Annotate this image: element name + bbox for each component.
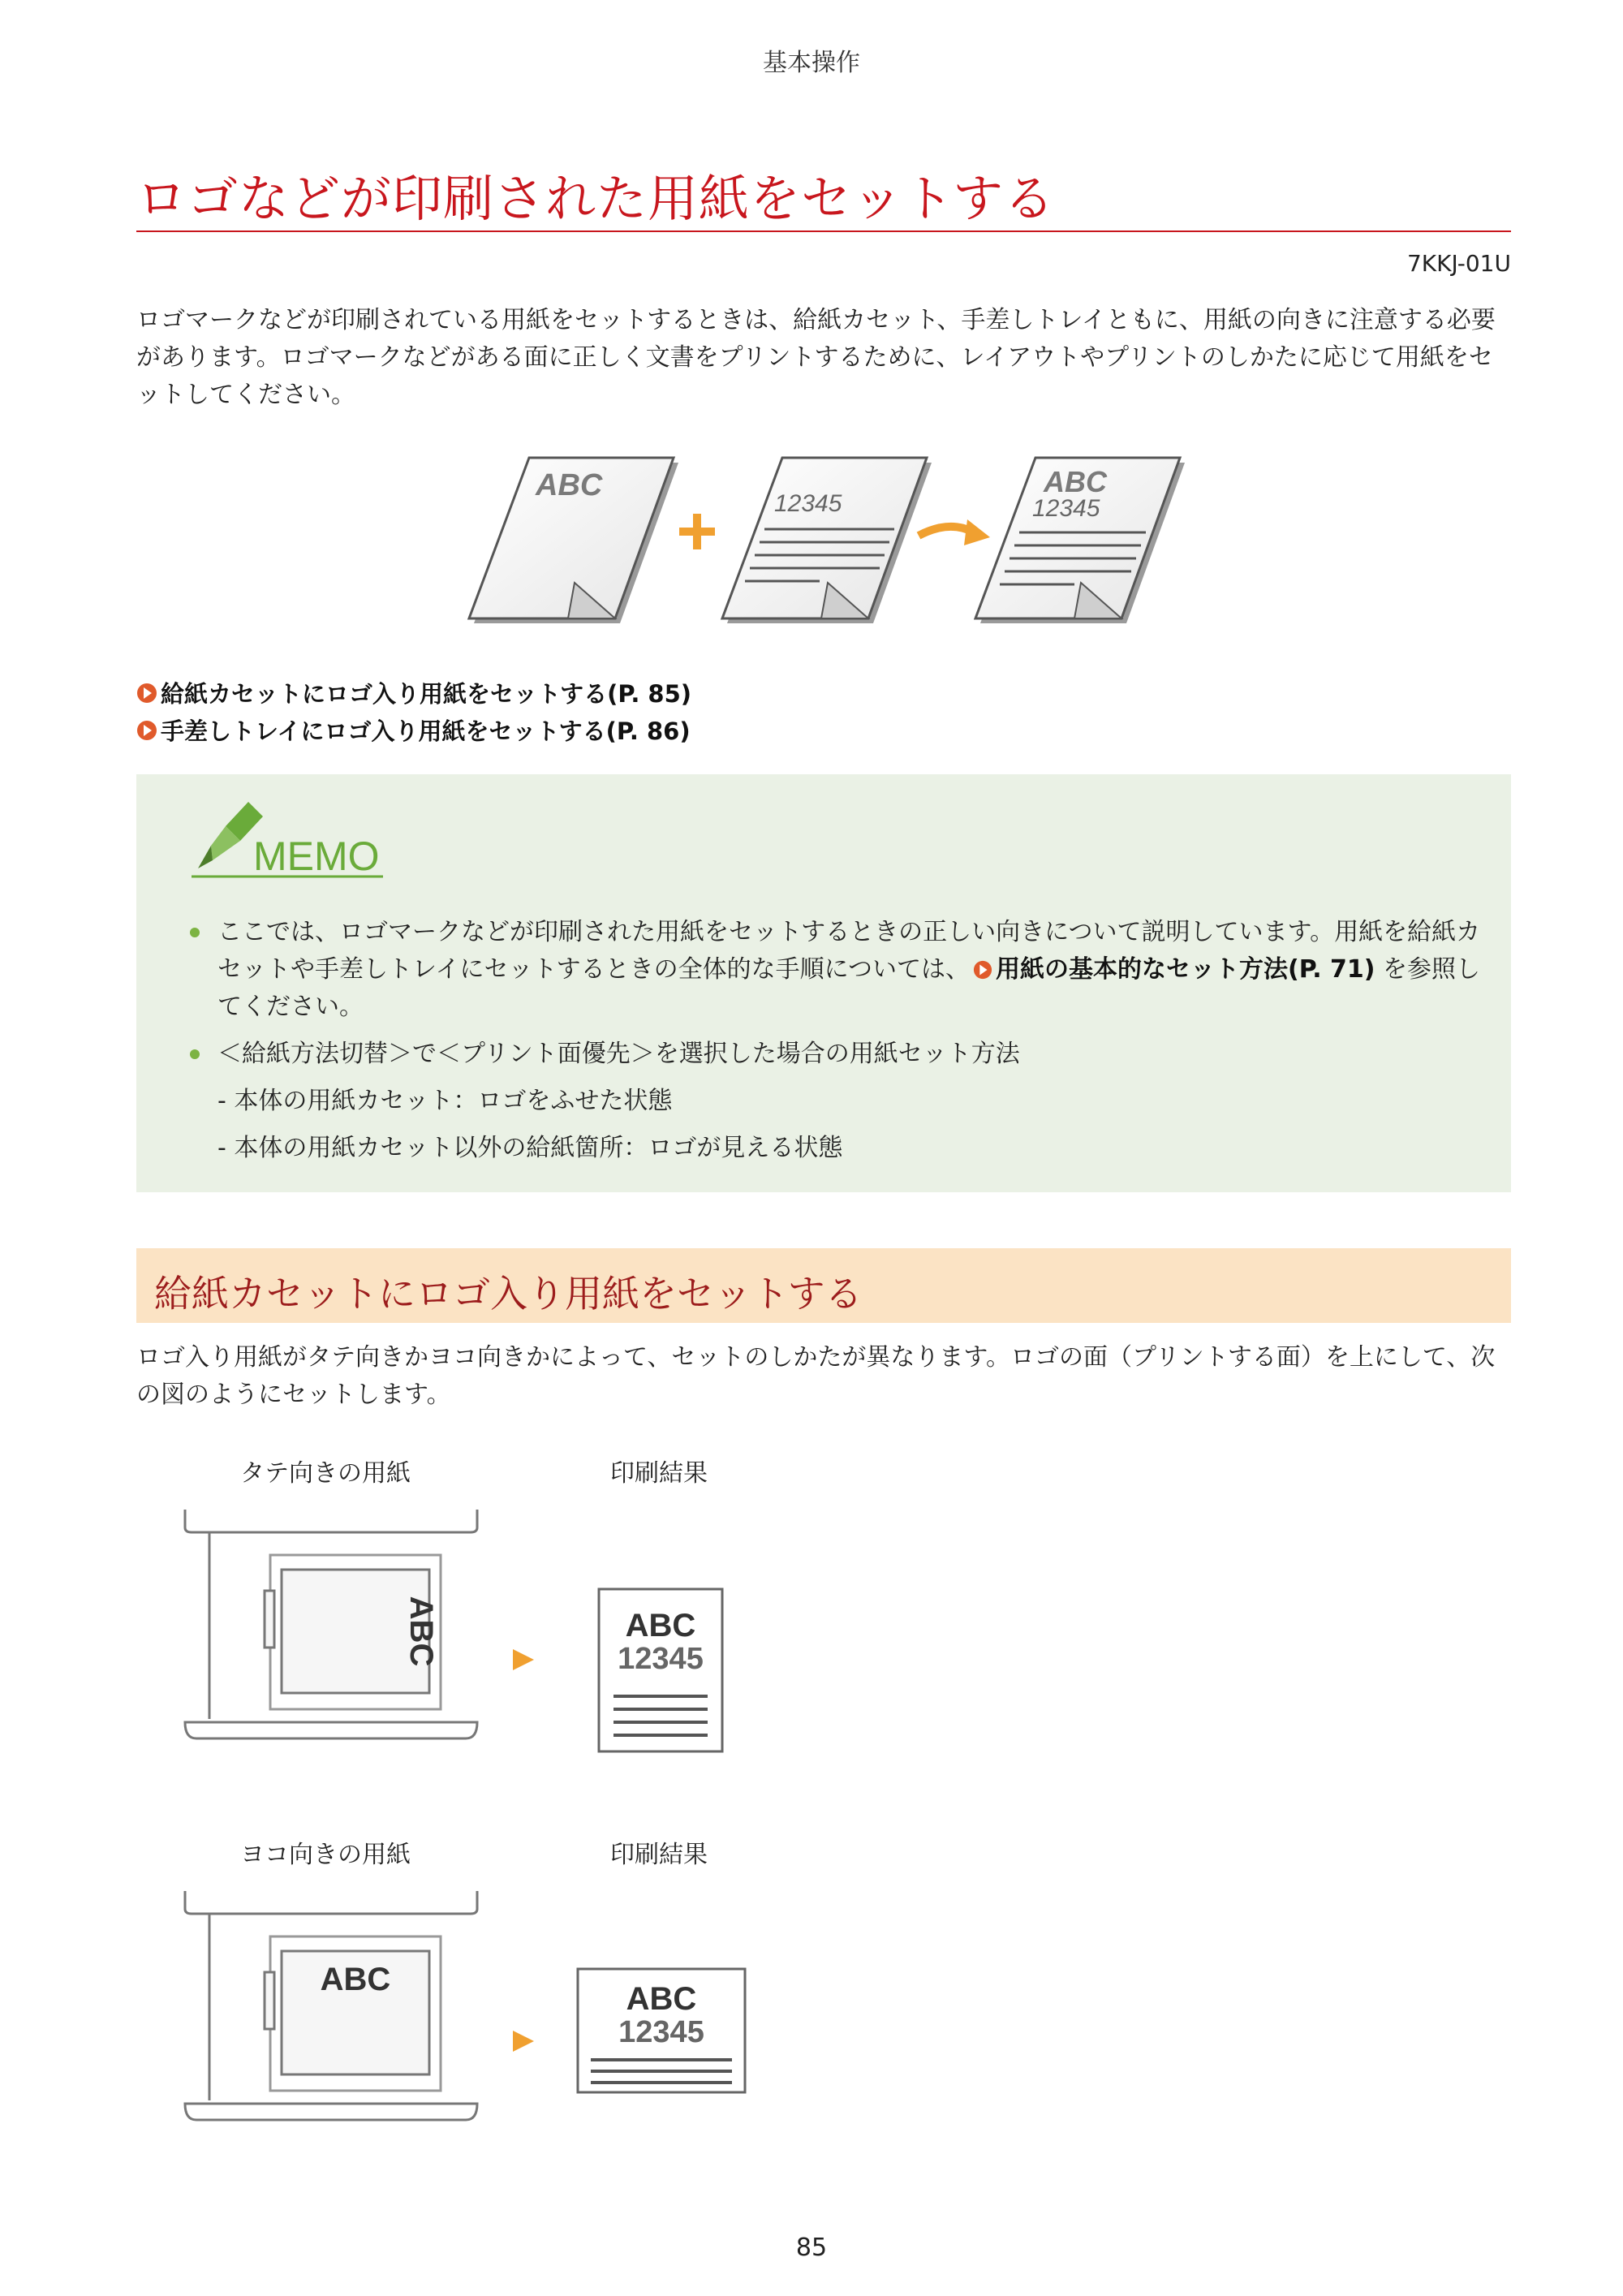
document-code: 7KKJ-01U	[1406, 250, 1511, 277]
tray-logo-text: ABC	[320, 1962, 391, 1997]
link-basic-paper-loading[interactable]	[970, 955, 1375, 984]
result-paper	[975, 458, 1185, 623]
memo-item	[185, 1036, 1500, 1073]
link-arrow-icon	[136, 683, 157, 704]
curved-arrow-icon	[919, 519, 990, 545]
result-number-text: 12345	[618, 1642, 704, 1676]
link-label: 用紙の基本的なセット方法(P. 71)	[996, 955, 1375, 984]
page-number: 85	[795, 2234, 828, 2262]
paper-number-text: 12345	[774, 490, 842, 517]
plus-icon	[679, 514, 715, 549]
memo-logo-text: MEMO	[253, 834, 380, 879]
memo-text: ここでは、ロゴマークなどが印刷された用紙をセットするときの正しい向きについて説明しています。用紙を給紙カセットや手差しトレイにセットするときの全体的な手順については、	[217, 918, 1481, 984]
result-number-text: 12345	[618, 2015, 704, 2049]
memo-subitem: - 本体の用紙カセット：ロゴをふせた状態	[217, 1087, 673, 1115]
link-arrow-icon	[973, 960, 992, 980]
result-landscape-figure	[573, 1964, 750, 2097]
memo-text: を参照してください。	[217, 955, 1481, 1021]
bullet-icon	[190, 928, 200, 937]
header-category: 基本操作	[763, 49, 860, 77]
memo-subitem: - 本体の用紙カセット以外の給紙箇所：ロゴが見える状態	[217, 1134, 843, 1162]
arrow-right-icon	[510, 1646, 537, 1674]
cassette-landscape-figure	[177, 1891, 493, 2126]
title-divider	[136, 230, 1511, 232]
section-description: ロゴ入り用紙がタテ向きかヨコ向きかによって、セットのしかたが異なります。ロゴの面（プリントする面）を上にして、次の図のようにセットします。	[136, 1343, 1496, 1409]
figure-label-portrait: タテ向きの用紙	[240, 1459, 411, 1488]
logo-paper	[469, 458, 678, 623]
link-label: 給紙カセットにロゴ入り用紙をセットする(P. 85)	[161, 680, 692, 708]
bullet-icon	[190, 1049, 200, 1059]
link-label: 手差しトレイにロゴ入り用紙をセットする(P. 86)	[161, 717, 691, 745]
logo-paper-illustration	[454, 445, 1185, 631]
link-arrow-icon	[136, 720, 157, 741]
memo-item	[185, 914, 1500, 1026]
memo-box	[136, 774, 1511, 1192]
result-logo-text: ABC	[626, 1981, 697, 2017]
section-heading	[136, 1248, 1511, 1323]
document-paper	[722, 458, 932, 623]
result-number-text: 12345	[1032, 495, 1100, 522]
link-manual-tray-logo-paper[interactable]	[136, 713, 691, 747]
paper-logo-text: ABC	[536, 468, 603, 502]
figure-label-landscape: ヨコ向きの用紙	[240, 1841, 411, 1869]
intro-paragraph: ロゴマークなどが印刷されている用紙をセットするときは、給紙カセット、手差しトレイともに、用紙の向きに注意する必要があります。ロゴマークなどがある面に正しく文書をプリントするために、レイアウトやプリントのしかたに応じて用紙をセットしてください。	[136, 306, 1496, 409]
memo-text: ＜給紙方法切替＞で＜プリント面優先＞を選択した場合の用紙セット方法	[217, 1040, 1020, 1068]
tray-logo-text: ABC	[403, 1596, 439, 1667]
result-logo-text: ABC	[625, 1608, 696, 1643]
link-cassette-logo-paper[interactable]	[136, 676, 691, 709]
memo-pencil-icon	[175, 799, 386, 888]
memo-list	[185, 914, 1500, 1177]
page-title: ロゴなどが印刷された用紙をセットする	[136, 169, 1056, 228]
arrow-right-icon	[510, 2027, 537, 2055]
result-portrait-figure	[594, 1584, 727, 1756]
result-logo-text: ABC	[1044, 465, 1107, 498]
figure-label-result: 印刷結果	[610, 1459, 708, 1488]
figure-label-result: 印刷結果	[610, 1841, 708, 1869]
section-title: 給紙カセットにロゴ入り用紙をセットする	[154, 1272, 863, 1316]
cassette-portrait-figure	[177, 1510, 493, 1745]
